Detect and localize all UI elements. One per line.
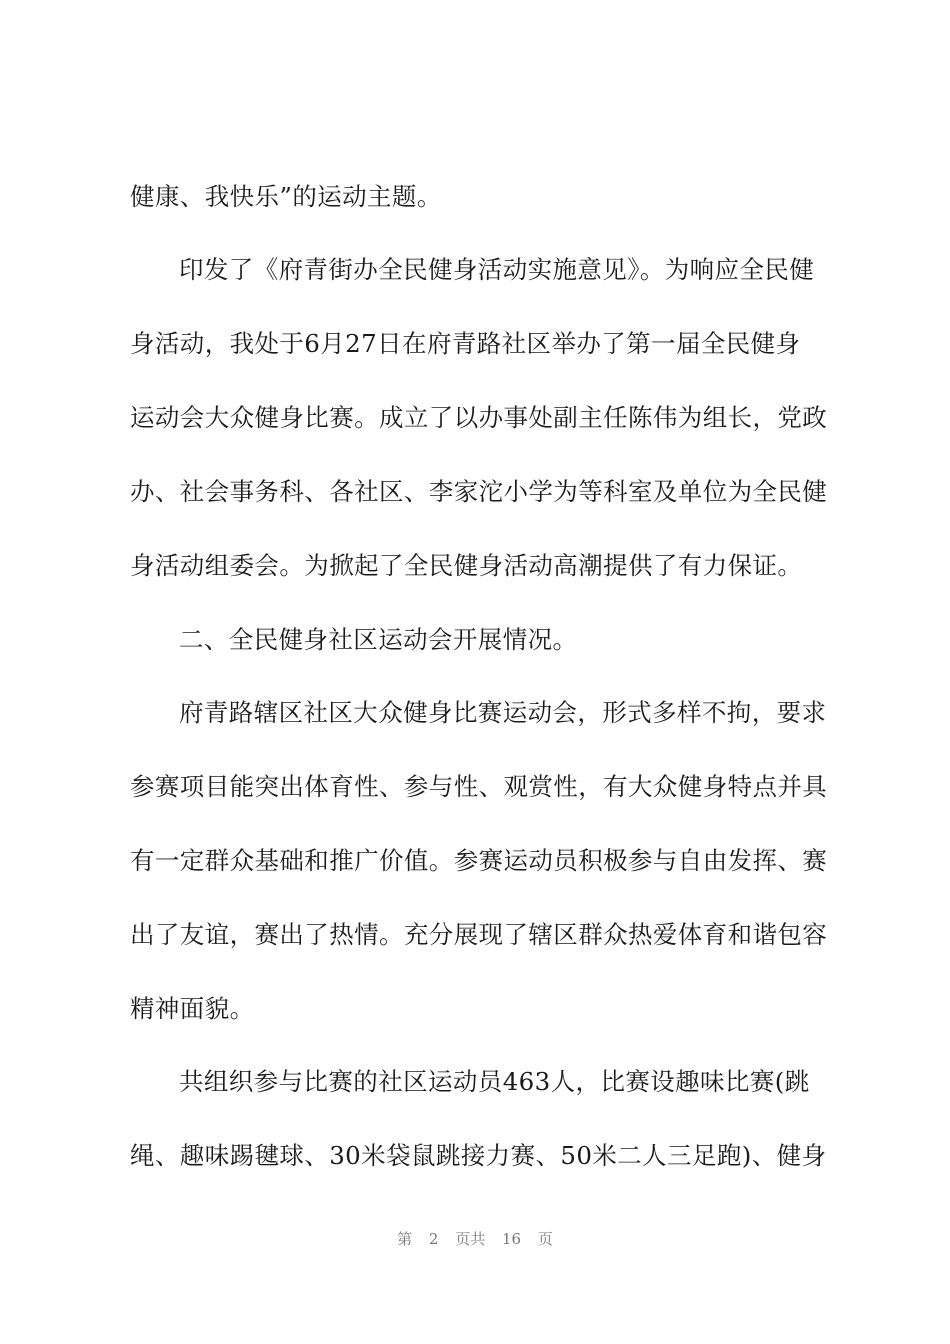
text-line-6: 身活动组委会。为掀起了全民健身活动高潮提供了有力保证。 (130, 551, 803, 580)
text-line-10: 有一定群众基础和推广价值。参赛运动员积极参与自由发挥、赛 (130, 846, 828, 875)
text-line-2: 印发了《府青街办全民健身活动实施意见》。为响应全民健 (179, 255, 815, 284)
text-line-12: 精神面貌。 (130, 994, 255, 1023)
text-line-9: 参赛项目能突出体育性、参与性、观赏性，有大众健身特点并具 (130, 772, 828, 801)
text-line-4: 运动会大众健身比赛。成立了以办事处副主任陈伟为组长，党政 (130, 403, 828, 432)
text-line-1: 健康、我快乐”的运动主题。 (130, 182, 442, 211)
text-line-5: 办、社会事务科、各社区、李家沱小学为等科室及单位为全民健 (130, 477, 828, 506)
footer-page-number: 2 (428, 1230, 439, 1248)
footer-label-di: 第 (397, 1230, 413, 1248)
text-line-14: 绳、趣味踢毽球、30米袋鼠跳接力赛、50米二人三足跑)、健身 (130, 1141, 827, 1170)
section-heading: 二、全民健身社区运动会开展情况。 (179, 625, 578, 654)
text-line-3: 身活动，我处于6月27日在府青路社区举办了第一届全民健身 (130, 329, 801, 358)
footer-label-ye: 页 (537, 1230, 553, 1248)
text-line-8: 府青路辖区社区大众健身比赛运动会，形式多样不拘，要求 (179, 698, 827, 727)
page-footer (0, 1228, 950, 1249)
text-line-13: 共组织参与比赛的社区运动员463人，比赛设趣味比赛(跳 (179, 1067, 810, 1096)
footer-label-ye-gong: 页共 (455, 1230, 486, 1248)
footer-total-pages: 16 (502, 1230, 522, 1248)
text-line-11: 出了友谊，赛出了热情。充分展现了辖区群众热爱体育和谐包容 (130, 920, 828, 949)
